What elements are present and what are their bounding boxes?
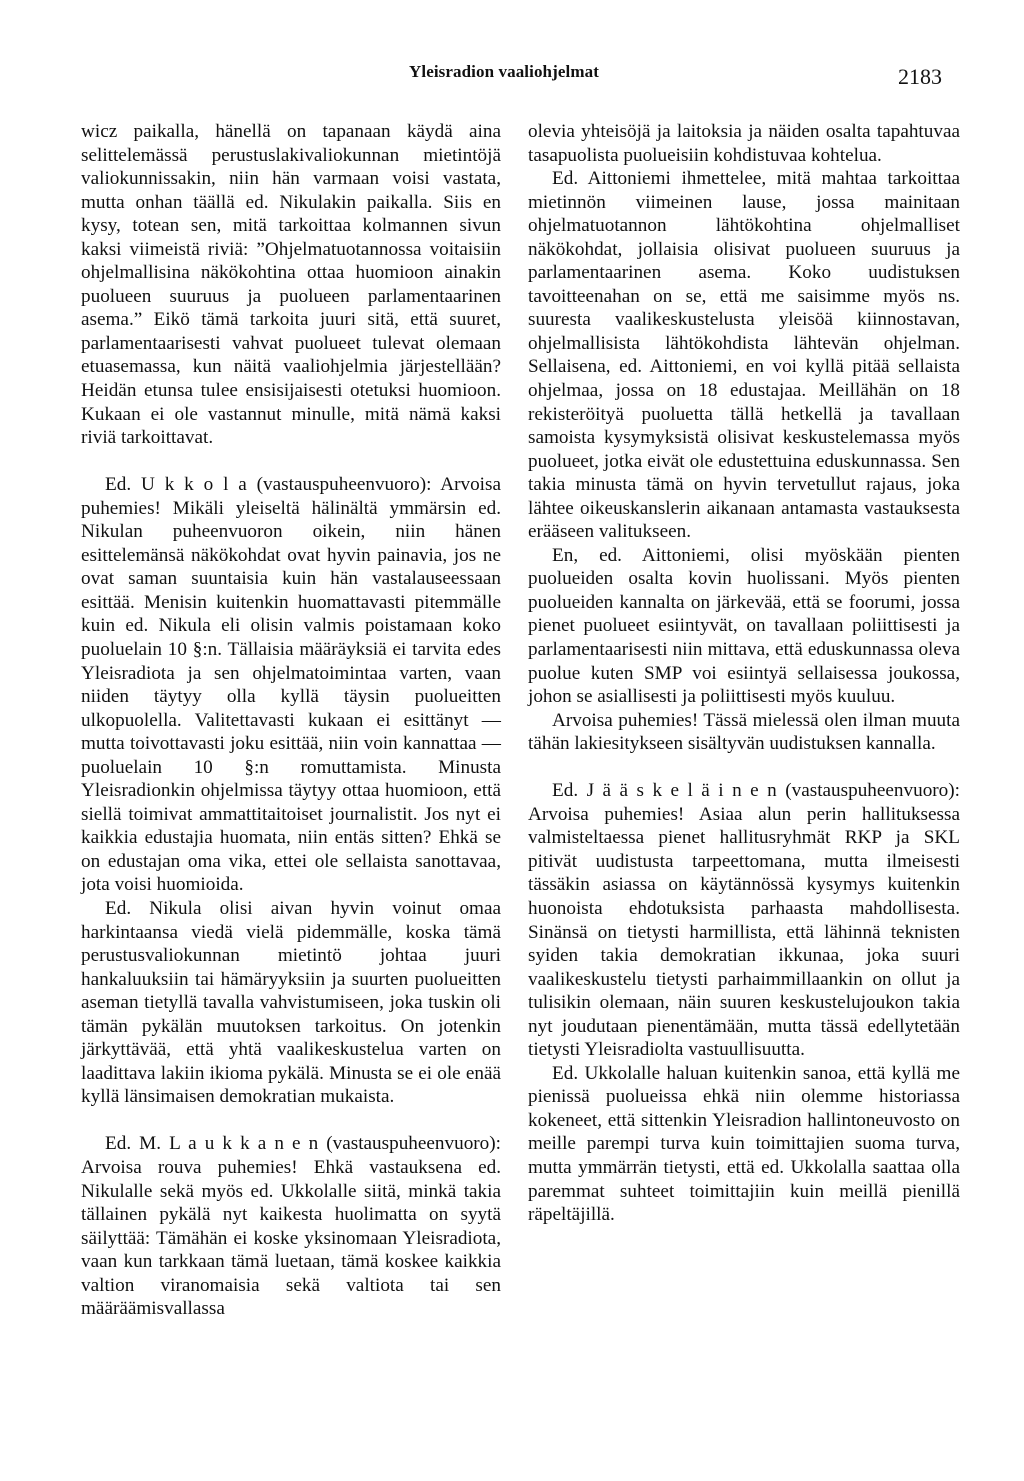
paragraph: Ed. J ä ä s k e l ä i n e n (vastauspuheenvuoro): Arvoisa puhemies! Asiaa alun perin hallituksessa valmisteltaessa pienet hallitusryhmät RKP ja SKL pitivät uudistusta tarpeettomana, mutta ilmeisesti tässäkin asiassa on käytännössä kysymys kuitenkin huonoista ehdotuksista parhaasta mahdollisesta. Sinänsä on tietysti harmillista, että lähinnä teknisten syiden takia demokratian ikkunaa, joka suuri vaalikeskustelu tietysti parhaimmillaankin on ollut ja tulisikin olemaan, näin suuren keskustelujoukon takia nyt joudutaan pienentämään, mutta tässä edellytetään tietysti Yleisradiolta vastuullisuutta. xyxy=(528,780,960,1061)
paragraph: Arvoisa puhemies! Tässä mielessä olen ilman muuta tähän lakiesitykseen sisältyvän uudistuksen kannalla. xyxy=(528,709,960,755)
paragraph: Ed. U k k o l a (vastauspuheenvuoro): Arvoisa puhemies! Mikäli yleiseltä hälinältä ymmärsin ed. Nikulan puheenvuoron oikein, niin hänen esittelemänsä näkökohdat ovat hyvin painavia, jos ne ovat saman suuntaisia kuin hän vastalauseessaan esittää. Menisin kuitenkin huomattavasti pitemmälle kuin ed. Nikula eli olisin valmis poistamaan koko puoluelain 10 §:n. Tällaisia määräyksiä ei tarvita edes Yleisradiota ja sen ohjelmatoimintaa varten, vaan niiden täytyy olla kyllä täysin puolueitten ulkopuolella. Valitettavasti kukaan ei esittänyt — mutta toivottavasti joku esittää, niin voin kannattaa — puoluelain 10 §:n romuttamista. Minusta Yleisradionkin ohjelmissa täytyy ottaa huomioon, että siellä toimivat ammattitaitoiset journalistit. Jos nyt ei kaikkia edustajia huomata, niin entäs sitten? Ehkä se on edustajan oma vika, ettei ole sellaista sanottavaa, jota voisi huomioida. xyxy=(81,474,501,896)
paragraph: Ed. Aittoniemi ihmettelee, mitä mahtaa tarkoittaa mietinnön viimeinen lause, jossa mainitaan ohjelmatuotannon lähtökohtina ohjelmalliset näkökohdat, jollaisia olisivat puolueen suuruus ja parlamentaarinen asema. Koko uudistuksen tavoitteenahan on se, että me saisimme myös ns. suuresta vaalikeskustelusta yleisöä kiinnostavan, ohjelmallisista lähtökohdista lähtevän ohjelman. Sellaisena, ed. Aittoniemi, en voi kyllä pitää sellaista ohjelmaa, jossa on 18 edustajaa. Meillähän on 18 rekisteröityä puoluetta tällä hetkellä ja tavallaan samoista kysymyksistä olisivat keskustelemassa myös puolueet, jotka eivät ole edustettuina eduskunnassa. Sen takia minusta tämä on hyvin tervetullut rajaus, joka lähtee oikeuskanslerin aikanaan antamasta vastauksesta erääseen valitukseen. xyxy=(528,168,960,543)
running-header-title: Yleisradion vaaliohjelmat xyxy=(409,62,599,81)
page-number: 2183 xyxy=(898,64,942,89)
paragraph: Ed. Nikula olisi aivan hyvin voinut omaa harkintaansa viedä vielä pidemmälle, koska tämä perustusvaliokunnan mietintö johtaa juuri hankaluuksiin tai hämäryyksiin ja suurten puolueitten aseman tietyllä tavalla vahvistumiseen, joka tuskin oli tämän pykälän muutoksen tarkoitus. On jotenkin järkyttävää, että yhtä vaalikeskustelua varten on laadittava lakiin ikioma pykälä. Minusta se ei ole enää kyllä länsimaisen demokratian mukaista. xyxy=(81,898,501,1108)
paragraph: Ed. Ukkolalle haluan kuitenkin sanoa, että kyllä me pienissä puolueissa ehkä niin olemme historiassa kokeneet, että sittenkin Yleisradion hallintoneuvosto on meille parempi turva kuin toimittajien suoma turva, mutta ymmärrän tietysti, että ed. Ukkolalla saattaa olla paremmat suhteet toimittajiin kuin meillä pienillä räpeltäjillä. xyxy=(528,1062,960,1226)
paragraph: Ed. M. L a u k k a n e n (vastauspuheenvuoro): Arvoisa rouva puhemies! Ehkä vastauksena ed. Nikulalle sekä myös ed. Ukkolalle siitä, minkä takia tällainen pykälä nyt kaikesta huolimatta on syytä säilyttää: Tämähän ei koske yksinomaan Yleisradiota, vaan kun tarkkaan tämä luetaan, tämä koskee kaikkia valtion viranomaisia sekä valtiota tai sen määräämisvallassa xyxy=(81,1133,501,1320)
paragraph: En, ed. Aittoniemi, olisi myöskään pienten puolueiden osalta kovin huolissani. Myös pienten puolueiden kannalta on järkevää, että se foorumi, jossa pienet puolueet esiintyvät, on tavallaan poliittisesti ja parlamentaarisesti niin mittava, että eduskunnassa oleva puolue kuten SMP voi esiintyä sellaisessa joukossa, johon se asiallisesti ja poliittisesti myös kuuluu. xyxy=(528,544,960,708)
paragraph: olevia yhteisöjä ja laitoksia ja näiden osalta tapahtuvaa tasapuolista puolueisiin kohdistuvaa kohtelua. xyxy=(528,121,960,166)
paragraph: wicz paikalla, hänellä on tapanaan käydä aina selittelemässä perustuslakivaliokunnan mietintöjä valiokunnissakin, niin hän varmaan voisi vastata, mutta onhan täällä ed. Nikulakin paikalla. Siis en kysy, totean sen, mitä tarkoittaa kolmannen sivun kaksi viimeistä riviä: ”Ohjelmatuotannossa voitaisiin ohjelmallisina näkökohtina ottaa huomioon ainakin puolueen suuruus ja puolueen parlamentaarinen asema.” Eikö tämä tarkoita juuri sitä, että suuret, parlamentaarisesti vahvat puolueet tulevat olemaan etuasemassa, kun näitä vaaliohjelmia järjestellään? Heidän etunsa tulee ensisijaisesti otetuksi huomioon. Kukaan ei ole vastannut minulle, mitä nämä kaksi riviä tarkoittavat. xyxy=(81,121,501,449)
left-column xyxy=(81,120,501,1321)
right-column xyxy=(528,120,960,1227)
